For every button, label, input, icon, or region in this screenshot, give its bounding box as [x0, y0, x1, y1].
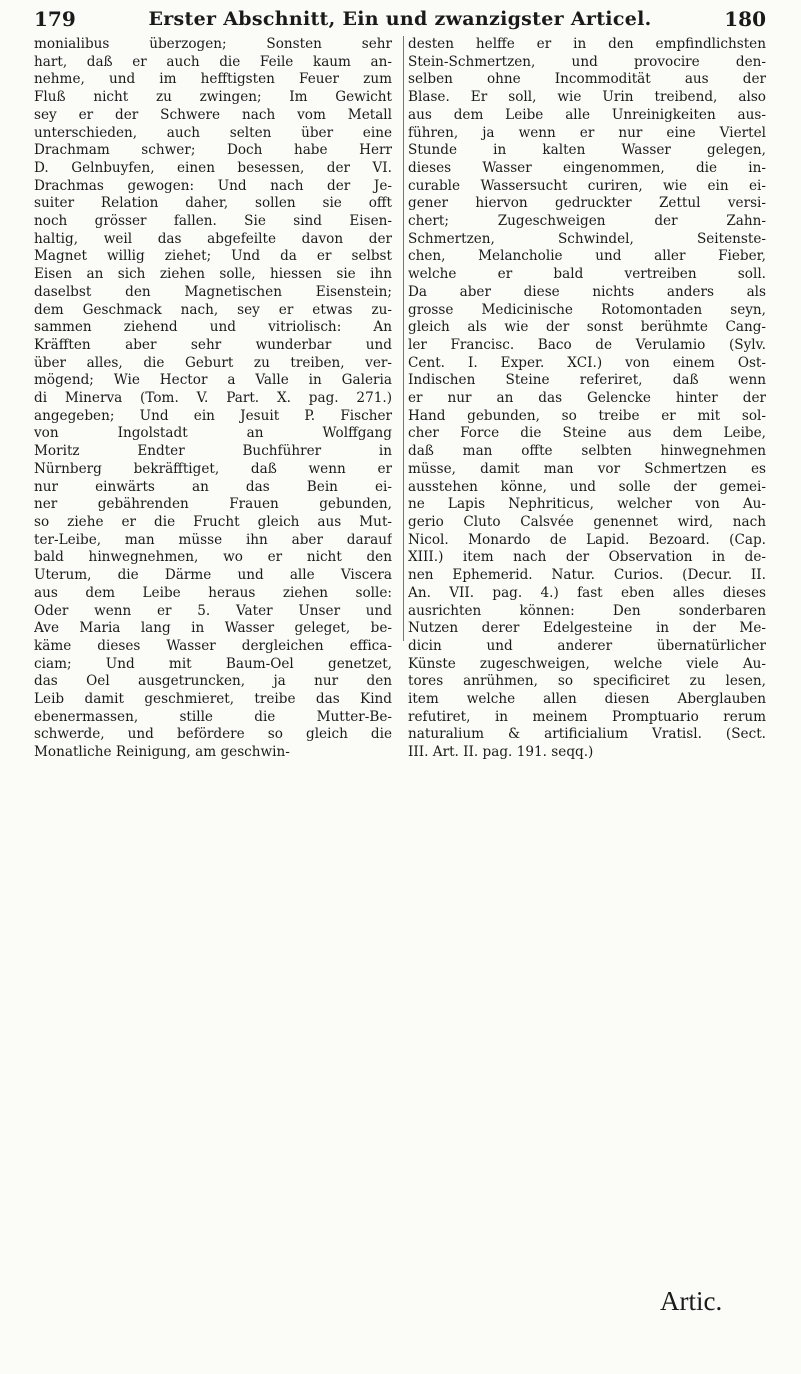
left-column [34, 36, 392, 762]
text-line: das Oel ausgetruncken, ja nur den [34, 673, 392, 690]
running-header [34, 4, 766, 34]
text-line: gerio Cluto Calsvée genennet wird, nach [408, 513, 766, 530]
text-line: Hand gebunden, so treibe er mit sol- [408, 407, 766, 424]
text-line: curable Wassersucht curiren, wie ein ei- [408, 177, 766, 194]
text-line: grosse Medicinische Rotomontaden seyn, [408, 301, 766, 318]
text-line: gleich als wie der sonst berühmte Cang- [408, 319, 766, 336]
text-line: daselbst den Magnetischen Eisenstein; [34, 283, 392, 300]
text-line: Eisen an sich ziehen solle, hiessen sie ihn [34, 266, 392, 283]
text-line: Nürnberg bekräfftiget, daß wenn er [34, 460, 392, 477]
text-line: Ave Maria lang in Wasser geleget, be- [34, 620, 392, 637]
text-line: führen, ja wenn er nur eine Viertel [408, 124, 766, 141]
text-line: sammen ziehend und vitriolisch: An [34, 319, 392, 336]
text-line: An. VII. pag. 4.) fast eben alles dieses [408, 584, 766, 601]
text-line: Schmertzen, Schwindel, Seitenste- [408, 230, 766, 247]
text-line: III. Art. II. pag. 191. seqq.) [408, 744, 594, 761]
text-line: sey er der Schwere nach vom Metall [34, 106, 392, 123]
text-line: Da aber diese nichts anders als [408, 283, 766, 300]
text-line: noch grösser fallen. Sie sind Eisen- [34, 213, 392, 230]
text-line: suiter Relation daher, sollen sie offt [34, 195, 392, 212]
text-line: nen Ephemerid. Natur. Curios. (Decur. II. [408, 567, 766, 584]
catchword: Artic. [660, 1286, 723, 1316]
text-line: Stunde in kalten Wasser gelegen, [408, 142, 766, 159]
text-line: Fluß nicht zu zwingen; Im Gewicht [34, 89, 392, 106]
text-line: schwerde, und befördere so gleich die [34, 726, 392, 743]
text-line: di Minerva (Tom. V. Part. X. pag. 271.) [34, 390, 392, 407]
text-line: Indischen Steine referiret, daß wenn [408, 372, 766, 389]
right-column [408, 36, 766, 762]
text-line: naturalium & artificialium Vratisl. (Sect. [408, 726, 766, 743]
text-columns [34, 36, 766, 762]
text-line: von Ingolstadt an Wolffgang [34, 425, 392, 442]
text-line: Kräfften aber sehr wunderbar und [34, 336, 392, 353]
text-line: ter-Leibe, man müsse ihn aber darauf [34, 531, 392, 548]
text-line: mögend; Wie Hector a Valle in Galeria [34, 372, 392, 389]
text-line: Magnet willig ziehet; Und da er selbst [34, 248, 392, 265]
text-line: Nicol. Monardo de Lapid. Bezoard. (Cap. [408, 531, 766, 548]
header-title: Erster Abschnitt, Ein und zwanzigster Articel. [148, 8, 652, 30]
text-line: gener hiervon gedruckter Zettul versi- [408, 195, 766, 212]
text-line: bald hinwegnehmen, wo er nicht den [34, 549, 392, 566]
text-line: Drachmas gewogen: Und nach der Je- [34, 177, 392, 194]
text-line: über alles, die Geburt zu treiben, ver- [34, 354, 392, 371]
text-line: dicin und anderer übernatürlicher [408, 637, 766, 654]
text-line: Blase. Er soll, wie Urin treibend, also [408, 89, 766, 106]
text-line: aus dem Leibe heraus ziehen solle: [34, 584, 392, 601]
text-line: welche er bald vertreiben soll. [408, 266, 766, 283]
text-line: er nur an das Gelencke hinter der [408, 390, 766, 407]
text-line: refutiret, in meinem Promptuario rerum [408, 708, 766, 725]
page-number-left: 179 [34, 7, 76, 31]
text-line: chen, Melancholie und aller Fieber, [408, 248, 766, 265]
text-line: so ziehe er die Frucht gleich aus Mut- [34, 513, 392, 530]
text-line: Uterum, die Därme und alle Viscera [34, 567, 392, 584]
text-line: aus dem Leibe alle Unreinigkeiten aus- [408, 106, 766, 123]
text-line: Stein-Schmertzen, und provocire den- [408, 53, 766, 70]
text-line: ausstehen könne, und solle der gemei- [408, 478, 766, 495]
text-line: müsse, damit man vor Schmertzen es [408, 460, 766, 477]
text-line: item welche allen diesen Aberglauben [408, 691, 766, 708]
text-line: Monatliche Reinigung, am geschwin- [34, 744, 290, 761]
text-line: nehme, und im hefftigsten Feuer zum [34, 71, 392, 88]
text-line: ne Lapis Nephriticus, welcher von Au- [408, 496, 766, 513]
text-line: Oder wenn er 5. Vater Unser und [34, 602, 392, 619]
text-line: Drachmam schwer; Doch habe Herr [34, 142, 392, 159]
text-line: selben ohne Incommodität aus der [408, 71, 766, 88]
text-line: Moritz Endter Buchführer in [34, 443, 392, 460]
text-line: monialibus überzogen; Sonsten sehr [34, 36, 392, 52]
text-line: unterschieden, auch selten über eine [34, 124, 392, 141]
text-line: D. Gelnbuyfen, einen besessen, der VI. [34, 159, 392, 176]
text-line: ausrichten können: Den sonderbaren [408, 602, 766, 619]
text-line: haltig, weil das abgefeilte davon der [34, 230, 392, 247]
text-line: Cent. I. Exper. XCI.) von einem Ost- [408, 354, 766, 371]
page-number-right: 180 [724, 7, 766, 31]
text-line: hart, daß er auch die Feile kaum an- [34, 53, 392, 70]
text-line: Leib damit geschmieret, treibe das Kind [34, 691, 392, 708]
text-line: dieses Wasser eingenommen, die in- [408, 159, 766, 176]
text-line: ler Francisc. Baco de Verulamio (Sylv. [408, 336, 766, 353]
text-line: daß man offte selbten hinwegnehmen [408, 443, 766, 460]
text-line: tores anrühmen, so specificiret zu lesen, [408, 673, 766, 690]
text-line: Nutzen derer Edelgesteine in der Me- [408, 620, 766, 637]
text-line: ner gebährenden Frauen gebunden, [34, 496, 392, 513]
text-line: ebenermassen, stille die Mutter-Be- [34, 708, 392, 725]
text-line: dem Geschmack nach, sey er etwas zu- [34, 301, 392, 318]
text-line: käme dieses Wasser dergleichen effica- [34, 637, 392, 654]
text-line: desten helffe er in den empfindlichsten [408, 36, 766, 52]
text-line: nur einwärts an das Bein ei- [34, 478, 392, 495]
text-line: ciam; Und mit Baum-Oel genetzet, [34, 655, 392, 672]
text-line: cher Force die Steine aus dem Leibe, [408, 425, 766, 442]
text-line: angegeben; Und ein Jesuit P. Fischer [34, 407, 392, 424]
text-line: Künste zugeschweigen, welche viele Au- [408, 655, 766, 672]
text-line: chert; Zugeschweigen der Zahn- [408, 213, 766, 230]
text-line: XIII.) item nach der Observation in de- [408, 549, 766, 566]
